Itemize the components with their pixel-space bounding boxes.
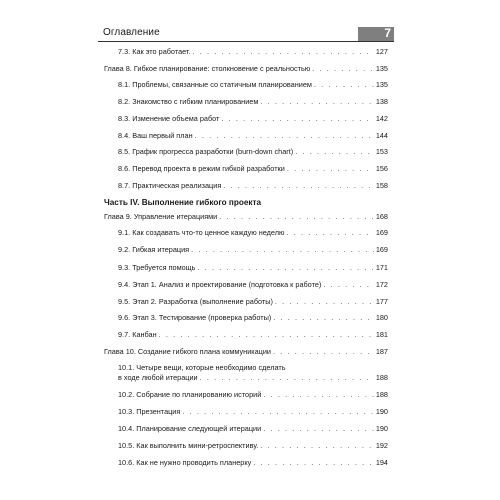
toc-entry-continuation: в ходе любой итерации . . . 188	[118, 373, 388, 382]
toc-chapter-entry: Глава 9. Управление итерациями . . . 168	[104, 212, 388, 221]
toc-entry: 7.3. Как это работает. . . . 127	[118, 47, 388, 56]
toc-entry: 10.5. Как выполнить мини-ретроспективу. . . . 192	[118, 441, 388, 450]
part-heading: Часть IV. Выполнение гибкого проекта	[104, 198, 262, 207]
toc-entry: 10.6. Как не нужно проводить планерку . . . 194	[118, 458, 388, 467]
page-number: 7	[384, 26, 391, 40]
toc-entry: 8.2. Знакомство с гибким планированием . . . 138	[118, 97, 388, 106]
header-title: Оглавление	[103, 27, 160, 38]
page-number-badge	[358, 27, 394, 41]
toc-chapter-entry: Глава 8. Гибкое планирование: столкновение с реальностью . . . 135	[104, 64, 388, 73]
toc-entry: 9.7. Канбан . . . 181	[118, 330, 388, 339]
running-header	[98, 27, 394, 43]
toc-entry: 9.5. Этап 2. Разработка (выполнение работы) . . . 177	[118, 297, 388, 306]
toc-entry: 9.2. Гибкая итерация . . . 169	[118, 245, 388, 254]
toc-entry: 8.3. Изменение объема работ . . . 142	[118, 114, 388, 123]
toc-entry: 9.1. Как создавать что-то ценное каждую неделю . . . 169	[118, 228, 388, 237]
toc-multiline-entry	[118, 363, 388, 373]
toc-entry: 8.6. Перевод проекта в режим гибкой разработки . . . 156	[118, 164, 388, 173]
toc-entry: 9.4. Этап 1. Анализ и проектирование (подготовка к работе) . . . 172	[118, 280, 388, 289]
toc-entry: 10.4. Планирование следующей итерации . . . 190	[118, 424, 388, 433]
toc-entry: 8.1. Проблемы, связанные со статичным планированием . . . 135	[118, 80, 388, 89]
toc-entry: 10.3. Презентация . . . 190	[118, 407, 388, 416]
toc-entry: 9.3. Требуется помощь . . . 171	[118, 263, 388, 272]
toc-entry: 8.7. Практическая реализация . . . 158	[118, 181, 388, 190]
toc-chapter-entry: Глава 10. Создание гибкого плана коммуникации . . . 187	[104, 347, 388, 356]
header-rule	[98, 41, 394, 42]
toc-entry: 10.2. Собрание по планированию историй . . . 188	[118, 390, 388, 399]
toc-entry: 8.4. Ваш первый план . . . 144	[118, 131, 388, 140]
toc-entry-first-line: 10.1. Четыре вещи, которые необходимо сделать	[118, 363, 286, 372]
toc-entry: 8.5. График прогресса разработки (burn-down chart) . . . 153	[118, 147, 388, 156]
toc-entry: 9.6. Этап 3. Тестирование (проверка работы) . . . 180	[118, 313, 388, 322]
